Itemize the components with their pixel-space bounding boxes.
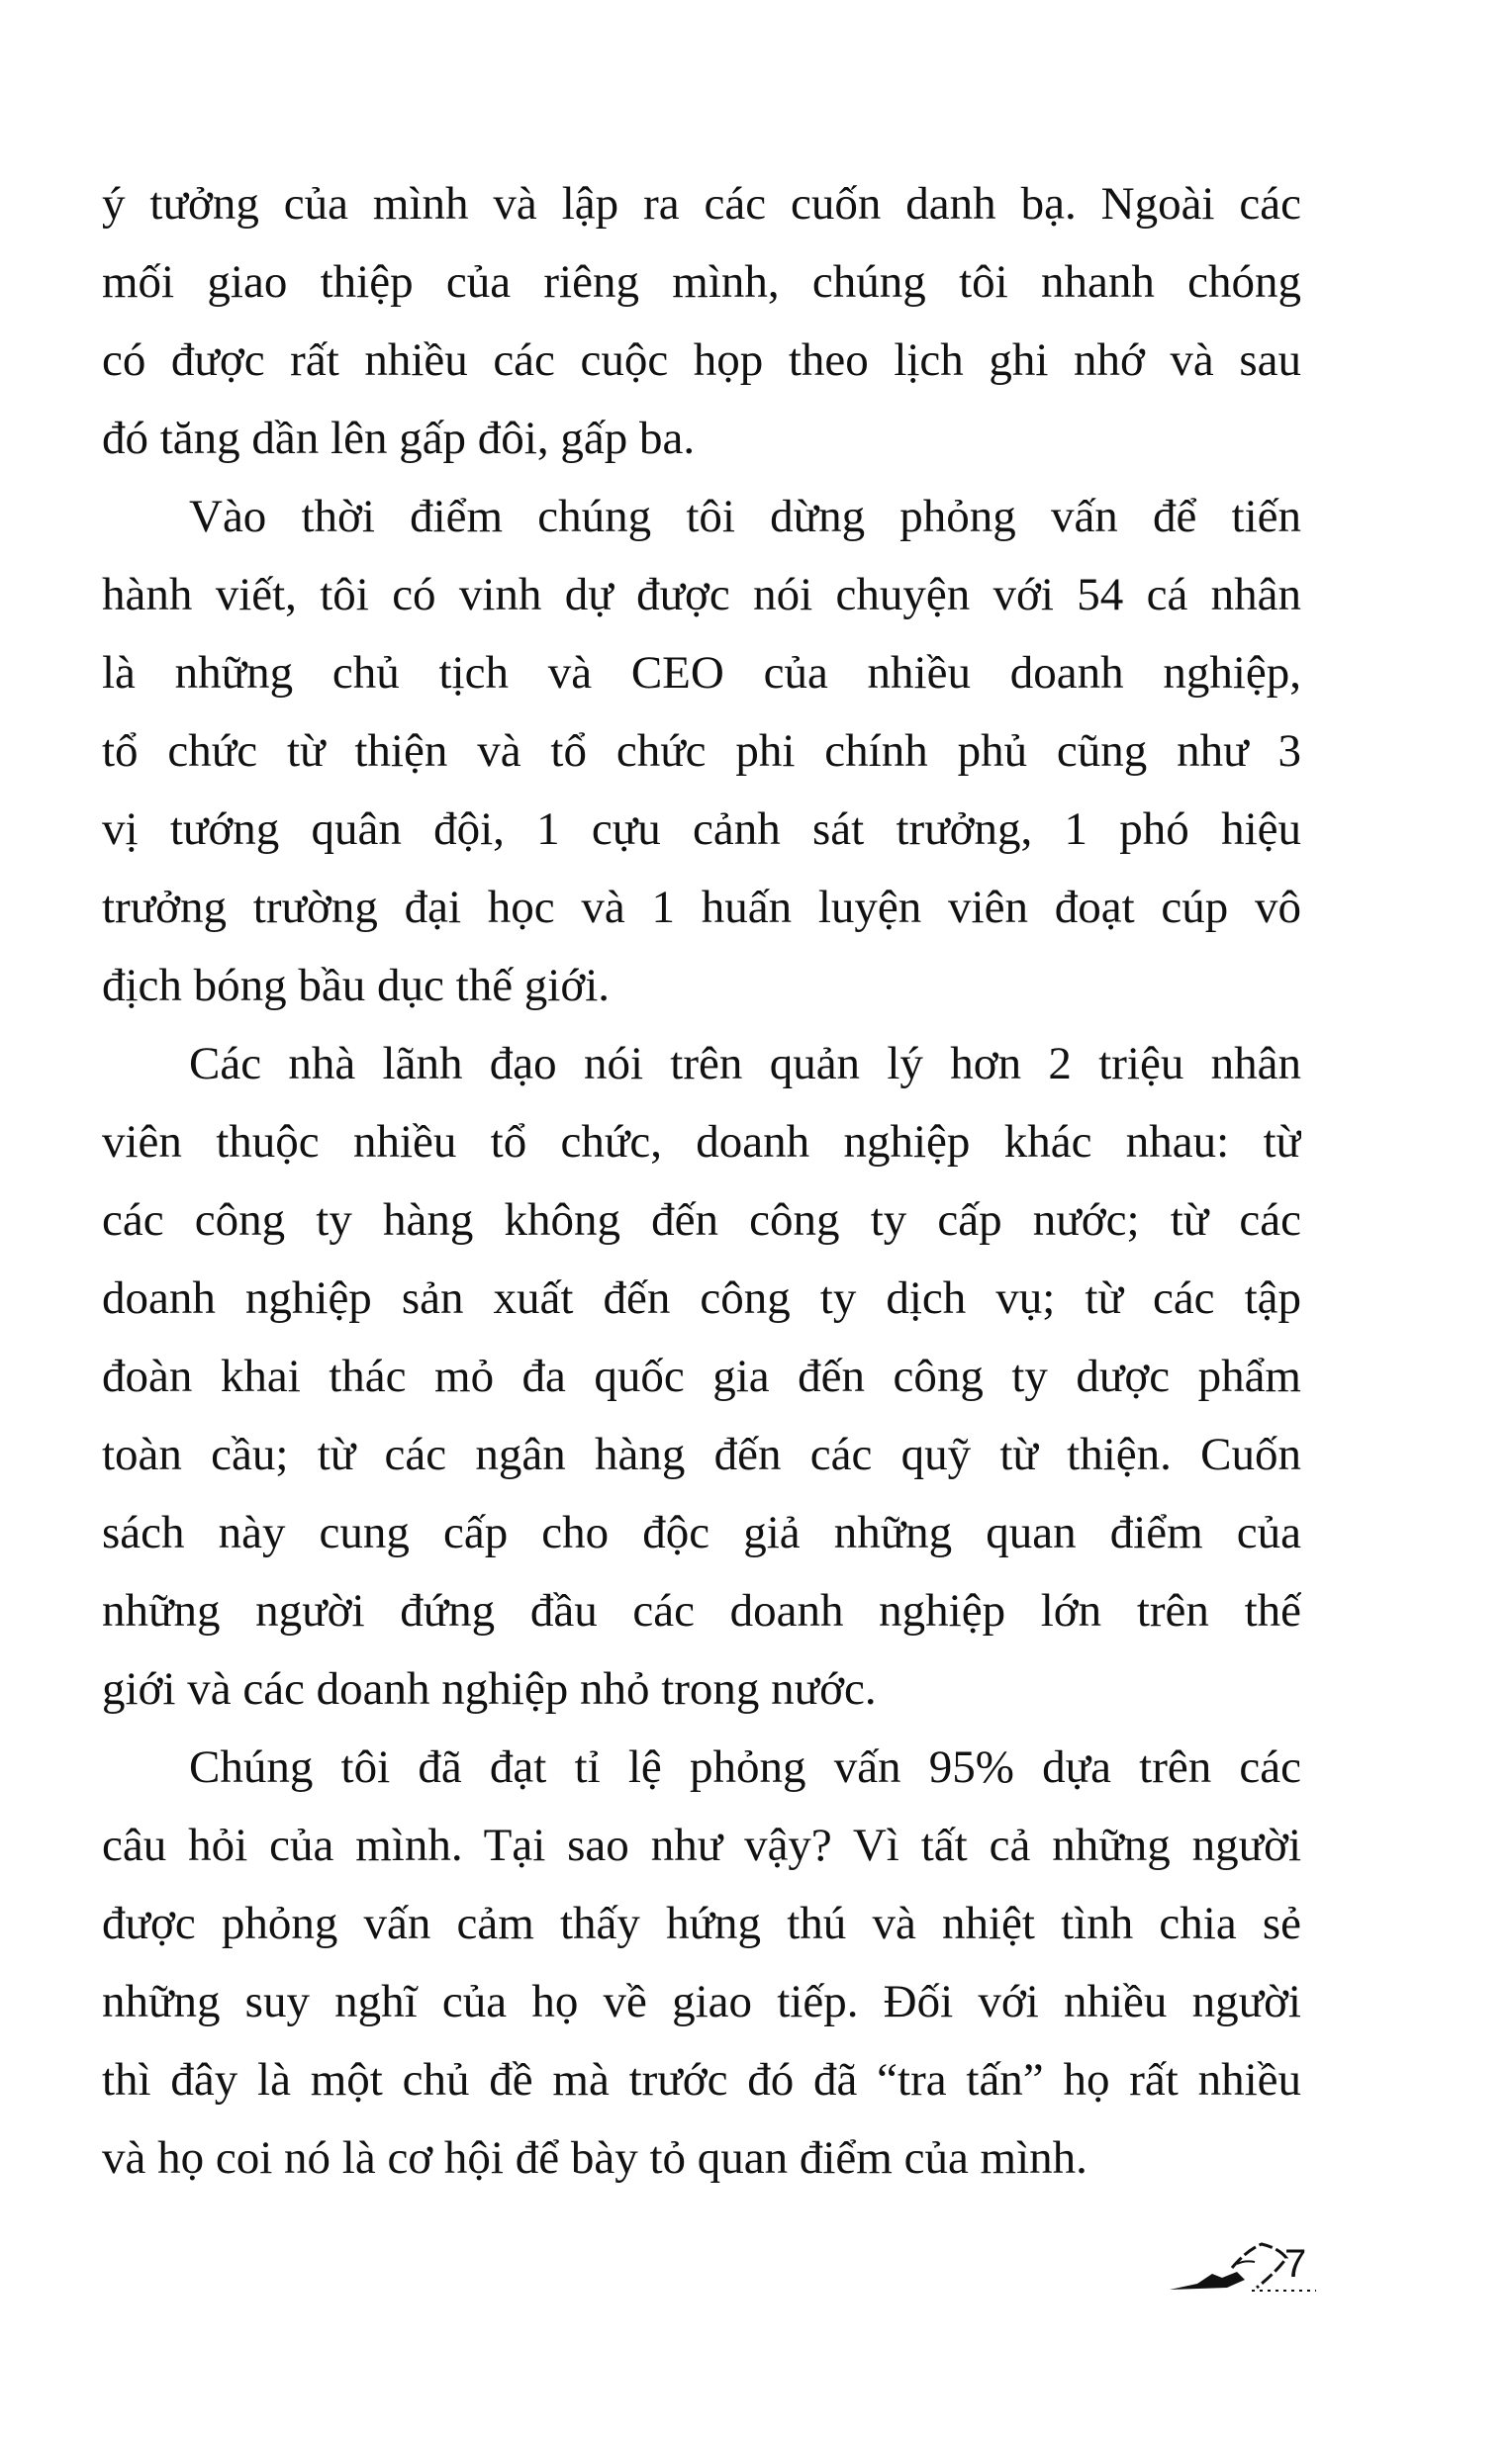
text-line: Vào thời điểm chúng tôi dừng phỏng vấn để tiến (189, 491, 1301, 542)
text-line: doanh nghiệp sản xuất đến công ty dịch vụ; từ các tập (102, 1272, 1301, 1324)
text-line: trưởng trường đại học và 1 huấn luyện viên đoạt cúp vô (102, 882, 1301, 933)
text-line: là những chủ tịch và CEO của nhiều doanh nghiệp, (102, 647, 1301, 699)
text-line: giới và các doanh nghiệp nhỏ trong nước. (102, 1663, 877, 1715)
text-line: những suy nghĩ của họ về giao tiếp. Đối với nhiều người (102, 1976, 1301, 2027)
text-line: hành viết, tôi có vinh dự được nói chuyện với 54 cá nhân (102, 569, 1301, 620)
body-text (102, 165, 1301, 2198)
text-line: toàn cầu; từ các ngân hàng đến các quỹ từ thiện. Cuốn (102, 1429, 1301, 1480)
text-line: địch bóng bầu dục thế giới. (102, 960, 611, 1011)
text-line: mối giao thiệp của riêng mình, chúng tôi nhanh chóng (102, 256, 1301, 308)
text-line: Các nhà lãnh đạo nói trên quản lý hơn 2 triệu nhân (189, 1038, 1301, 1089)
text-line: những người đứng đầu các doanh nghiệp lớn trên thế (102, 1585, 1301, 1637)
text-line: thì đây là một chủ đề mà trước đó đã “tra tấn” họ rất nhiều (102, 2054, 1301, 2106)
text-line: và họ coi nó là cơ hội để bày tỏ quan điểm của mình. (102, 2132, 1087, 2184)
page-number: 7 (1284, 2242, 1307, 2286)
text-line: có được rất nhiều các cuộc họp theo lịch ghi nhớ và sau (102, 334, 1301, 386)
text-line: đó tăng dần lên gấp đôi, gấp ba. (102, 413, 696, 464)
text-line: ý tưởng của mình và lập ra các cuốn danh bạ. Ngoài các (102, 178, 1301, 230)
text-line: Chúng tôi đã đạt tỉ lệ phỏng vấn 95% dựa trên các (189, 1741, 1301, 1793)
text-line: sách này cung cấp cho độc giả những quan điểm của (102, 1507, 1301, 1558)
text-line: vị tướng quân đội, 1 cựu cảnh sát trưởng, 1 phó hiệu (102, 803, 1301, 855)
text-line: viên thuộc nhiều tổ chức, doanh nghiệp khác nhau: từ (102, 1116, 1301, 1168)
text-line: đoàn khai thác mỏ đa quốc gia đến công ty dược phẩm (102, 1351, 1301, 1402)
text-line: các công ty hàng không đến công ty cấp nước; từ các (102, 1194, 1301, 1246)
text-line: câu hỏi của mình. Tại sao như vậy? Vì tất cả những người (102, 1820, 1301, 1871)
text-line: được phỏng vấn cảm thấy hứng thú và nhiệt tình chia sẻ (102, 1898, 1301, 1949)
text-line: tổ chức từ thiện và tổ chức phi chính phủ cũng như 3 (102, 725, 1301, 777)
